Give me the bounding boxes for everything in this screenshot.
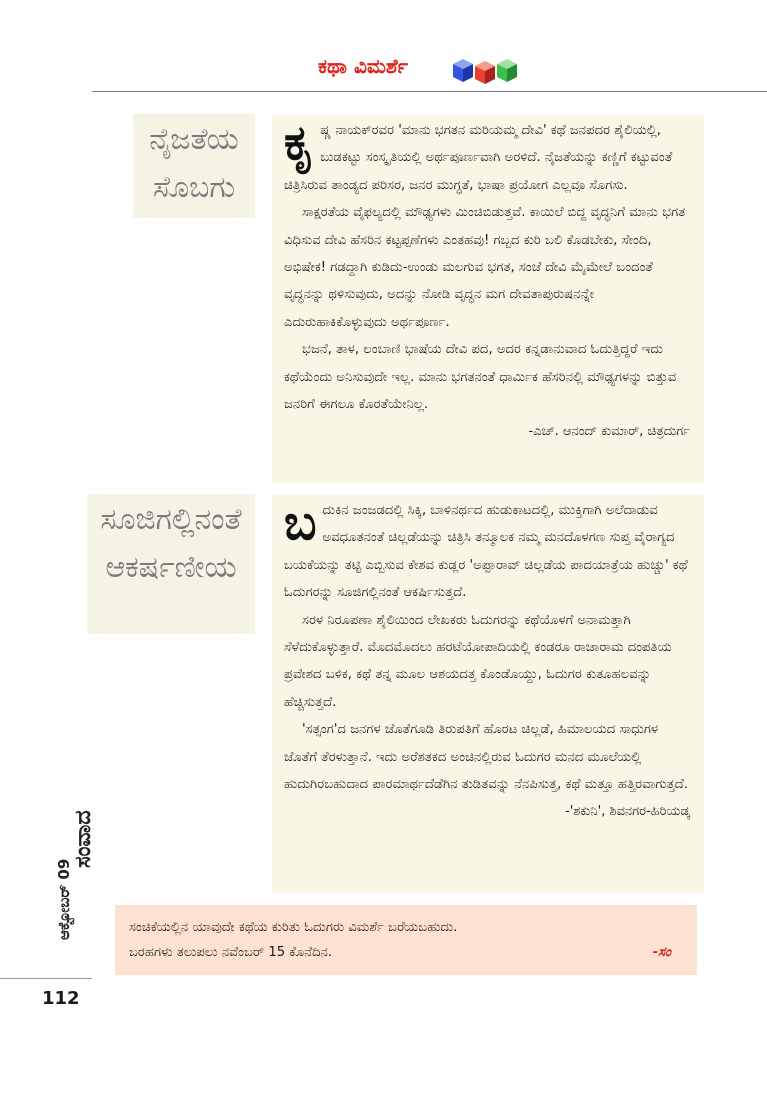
editor-note-sign: -ಸಂ: [652, 945, 671, 960]
drop-cap-1: ಕೃ: [284, 115, 315, 171]
magazine-name-text: ಸಂವಾದ: [71, 810, 96, 868]
header-title: ಕಥಾ ವಿಮರ್ಶೆ: [318, 54, 408, 78]
review-1: [272, 115, 704, 483]
pullquote-1-line-2: ಸೊಬಗು: [152, 170, 236, 205]
review-2-paragraph-2: ಸರಳ ನಿರೂಪಣಾ ಶೈಲಿಯಿಂದ ಲೇಖಕರು ಓದುಗರನ್ನು ಕಥೆಯೊಳಗೆ ಅನಾಮತ್ತಾಗಿ ಸೆಳೆದುಕೊಳ್ಳುತ್ತಾರೆ. ಮೊದಮೊದಲು ಹರಟೆಯೋಪಾದಿಯಲ್ಲಿ ಕಂಡರೂ ರಾಜಾರಾಮ ದಂಪತಿಯ ಪ್ರವೇಶದ ಬಳಿಕ, ಕಥೆ ತನ್ನ ಮೂಲ ಆಶಯದತ್ತ ಕೊಂಡೊಯ್ದು, ಓದುಗರ ಕುತೂಹಲವನ್ನು ಹೆಚ್ಚಿಸುತ್ತದೆ.: [284, 612, 672, 710]
review-2: [272, 495, 704, 893]
review-2-paragraph-1: ದುಕಿನ ಜಂಜಡದಲ್ಲಿ ಸಿಕ್ಕಿ, ಬಾಳಿನರ್ಥದ ಹುಡುಕಾಟದಲ್ಲಿ, ಮುಕ್ತಿಗಾಗಿ ಅಲೆದಾಡುವ ಅವಧೂತನಂತೆ ಚಿಲ್ಲಡೆಯನ್ನು ಚಿತ್ರಿಸಿ ತನ್ಮೂಲಕ ನಮ್ಮ ಮನದೊಳಗಣ ಸುಪ್ತ ವೈರಾಗ್ಯದ ಬಯಕೆಯನ್ನು ತಟ್ಟಿ ಎಬ್ಬಿಸುವ ಕೇಶವ ಕುಡ್ಲರ 'ಅಪ್ಪಾರಾವ್ ಚಿಲ್ಲಡೆಯ ಪಾದಯಾತ್ರೆಯ ಹುಚ್ಚು' ಕಥೆ ಓದುಗರನ್ನು ಸೂಜಿಗಲ್ಲಿನಂತೆ ಆಕರ್ಷಿಸುತ್ತದೆ.: [284, 503, 688, 601]
editor-note-line-1: ಸಂಚಿಕೆಯಲ್ಲಿನ ಯಾವುದೇ ಕಥೆಯ ಕುರಿತು ಓದುಗರು ವಿಮರ್ಶೆ ಬರೆಯಬಹುದು.: [129, 920, 458, 935]
footer-rule: [0, 978, 92, 979]
drop-cap-2: ಬ: [284, 495, 317, 551]
pullquote-1-line-1: ನೈಜತೆಯ: [149, 122, 239, 157]
review-2-signature: -'ಶಕುನಿ', ಶಿವನಗರ-ಹಿರಿಯಡ್ಕ: [565, 804, 690, 820]
cubes-logo-icon: [451, 56, 523, 86]
review-1-paragraph-1: ಷ್ಣ ನಾಯಕ್‌ರವರ 'ಮಾನು ಭಗತನ ಮರಿಯಮ್ಮ ದೇವಿ' ಕಥೆ ಜನಪದರ ಶೈಲಿಯಲ್ಲಿ, ಬುಡಕಟ್ಟು ಸಂಸ್ಕೃತಿಯಲ್ಲಿ ಅರ್ಥಪೂರ್ಣವಾಗಿ ಅರಳಿದೆ. ನೈಜತೆಯನ್ನು ಕಣ್ಣಿಗೆ ಕಟ್ಟುವಂತೆ ಚಿತ್ರಿಸಿರುವ ತಾಂಡ್ಯದ ಪರಿಸರ, ಜನರ ಮುಗ್ಧತೆ, ಭಾಷಾ ಪ್ರಯೋಗ ಎಲ್ಲವೂ ಸೊಗಸು.: [284, 123, 673, 193]
pullquote-2-line-2: ಆಕರ್ಷಣೀಯ: [105, 550, 237, 585]
page-number: 112: [42, 988, 80, 1009]
editor-note-line-2: ಬರಹಗಳು ತಲುಪಲು ನವೆಂಬರ್ 15 ಕೊನೆದಿನ.: [129, 945, 333, 960]
pullquote-2-line-1: ಸೂಜಿಗಲ್ಲಿನಂತೆ: [100, 502, 242, 537]
review-1-signature: -ಎಚ್. ಆನಂದ್ ಕುಮಾರ್, ಚಿತ್ರದುರ್ಗ: [528, 424, 690, 440]
editor-note: [115, 905, 697, 975]
review-2-paragraph-3: 'ಸತ್ಸಂಗ'ದ ಜನಗಳ ಜೊತೆಗೂಡಿ ತಿರುಪತಿಗೆ ಹೊರಟ ಚಿಲ್ಲಡೆ, ಹಿಮಾಲಯದ ಸಾಧುಗಳ ಜೊತೆಗೆ ತೆರಳುತ್ತಾನೆ. ಇದು ಅರೆಶತಕದ ಅಂಚಿನಲ್ಲಿರುವ ಓದುಗರ ಮನದ ಮೂಲೆಯಲ್ಲಿ ಹುದುಗಿರಬಹುದಾದ ಪಾರಮಾರ್ಥದೆಡೆಗಿನ ತುಡಿತವನ್ನು ನೆನಪಿಸುತ್ತ, ಕಥೆ ಮತ್ತೂ ಹತ್ತಿರವಾಗುತ್ತದೆ.: [284, 722, 688, 793]
header-rule: [92, 91, 767, 92]
pullquote-2: [87, 494, 255, 634]
review-1-paragraph-2: ಸಾಕ್ಷರತೆಯ ವೈಫಲ್ಯದಲ್ಲಿ ಮೌಢ್ಯಗಳು ಮಿಂಚಿಬಿಡುತ್ತವೆ. ಕಾಯಿಲೆ ಬಿದ್ದ ವೃದ್ಧನಿಗೆ ಮಾನು ಭಗತ ವಿಧಿಸುವ ದೇವಿ ಹೆಸರಿನ ಕಟ್ಟಪ್ಪಣೆಗಳು ಎಂತಹವು! ಗಬ್ಬದ ಕುರಿ ಬಲಿ ಕೊಡಬೇಕು, ಸೇಂದಿ, ಅಭಿಷೇಕ! ಗಡದ್ದಾಗಿ ಕುಡಿದು-ಉಂಡು ಮಲಗುವ ಭಗತ, ಸಂಜೆ ದೇವಿ ಮೈಮೇಲೆ ಬಂದಂತೆ ವೃದ್ಧನನ್ನು ಥಳಿಸುವುದು, ಅದನ್ನು ನೋಡಿ ವೃದ್ಧನ ಮಗ ದೇವತಾಪುರುಷನನ್ನೇ ಎದುರುಹಾಕಿಕೊಳ್ಳುವುದು ಅರ್ಥಪೂರ್ಣ.: [284, 205, 686, 330]
issue-label: ಆಕ್ಟೋಬರ್ 09: [55, 858, 73, 940]
review-1-paragraph-3: ಭಜನೆ, ತಾಳ, ಲಂಬಾಣಿ ಭಾಷೆಯ ದೇವಿ ಪದ, ಅದರ ಕನ್ನಡಾನುವಾದ ಓದುತ್ತಿದ್ದರೆ ಇದು ಕಥೆಯೆಂದು ಅನಿಸುವುದೇ ಇಲ್ಲ. ಮಾನು ಭಗತನಂತೆ ಧಾರ್ಮಿಕ ಹೆಸರಿನಲ್ಲಿ ಮೌಢ್ಯಗಳನ್ನು ಬಿತ್ತುವ ಜನರಿಗೆ ಈಗಲೂ ಕೊರತೆಯೇನಿಲ್ಲ.: [284, 342, 677, 413]
pullquote-1: [133, 114, 255, 218]
